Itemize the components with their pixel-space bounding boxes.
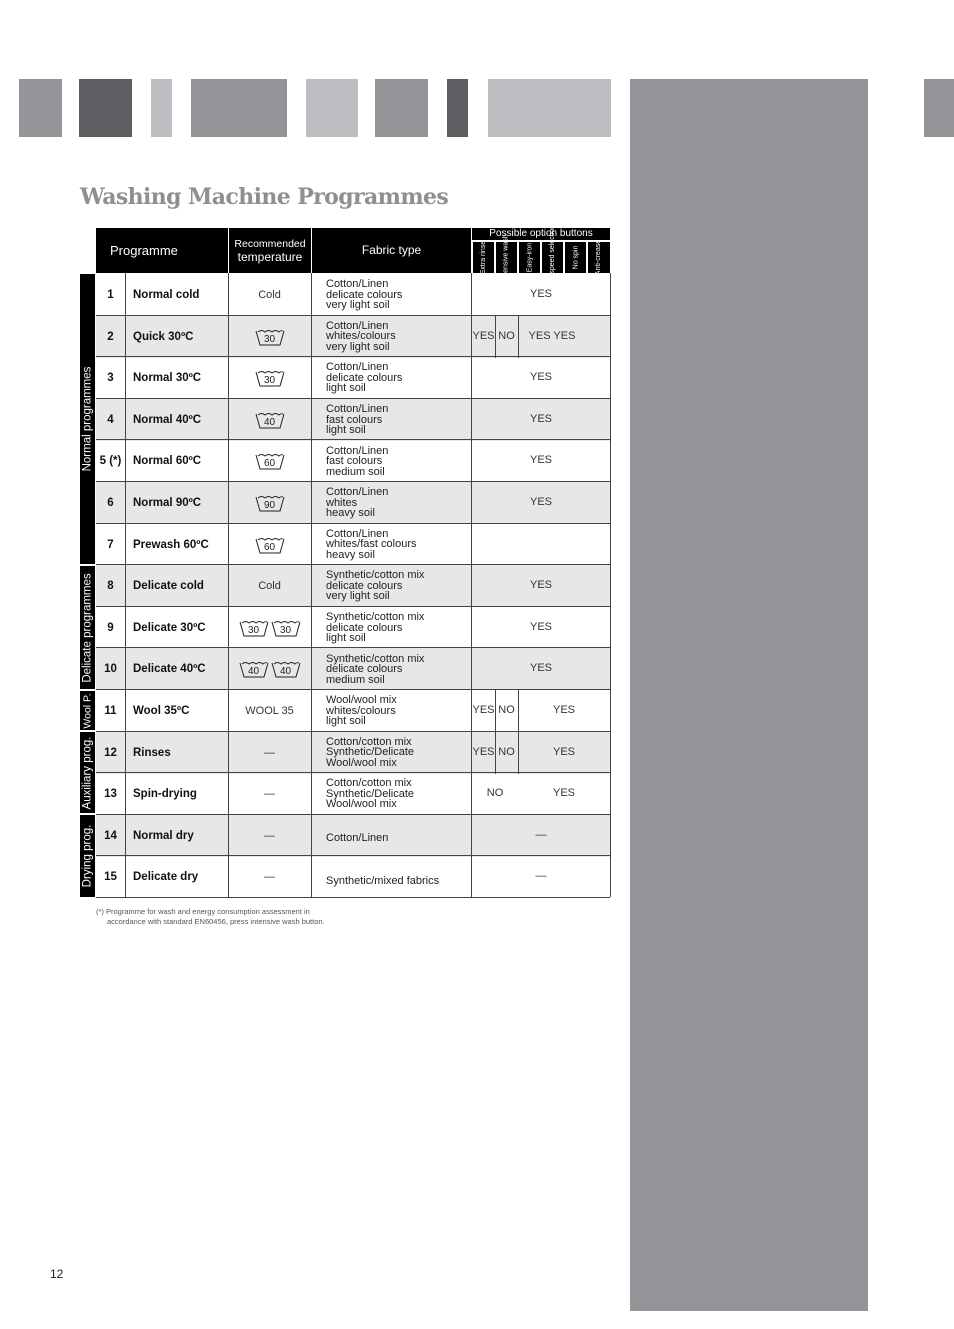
row-divider <box>96 897 610 898</box>
decor-block <box>306 79 358 137</box>
wash-icon-group <box>239 660 301 678</box>
fabric-type <box>326 732 471 774</box>
programme-number: 5 (*) <box>99 455 122 468</box>
wash-icon-group <box>239 619 301 637</box>
fabric-line: Cotton/Linen <box>326 444 389 457</box>
table-line <box>471 273 472 897</box>
page-title: Washing Machine Programmes <box>80 184 449 210</box>
table-row <box>96 815 610 857</box>
fabric-line: Wool/wool mix <box>326 694 397 707</box>
table-row <box>96 482 610 524</box>
fabric-type <box>326 856 471 898</box>
fabric-line: Synthetic/Delicate <box>326 746 415 759</box>
option-divider <box>495 316 496 358</box>
fabric-line: Wool/wool mix <box>326 756 397 769</box>
option-divider <box>495 732 496 774</box>
fabric-line: Cotton/cotton mix <box>326 735 412 748</box>
table-line <box>311 273 312 897</box>
programme-number: 7 <box>107 538 114 551</box>
option-value: YES <box>529 662 552 675</box>
fabric-type <box>326 815 471 857</box>
programme-name: Normal cold <box>133 289 200 301</box>
option-header-spin-speed: Spin-speed selection <box>542 242 563 273</box>
option-values <box>472 607 610 649</box>
header-temp-line2: temperature <box>237 249 303 264</box>
footnote <box>96 907 325 927</box>
fabric-line: delicate colours <box>326 288 403 301</box>
table-row <box>96 648 610 690</box>
fabric-line: light soil <box>326 632 366 645</box>
option-value: YES <box>529 579 552 592</box>
decor-block <box>19 79 62 137</box>
decor-block <box>924 79 954 137</box>
fabric-line: light soil <box>326 424 366 437</box>
recommended-temperature <box>228 440 311 482</box>
fabric-line: Synthetic/Delicate <box>326 787 415 800</box>
fabric-line: medium soil <box>326 465 385 478</box>
fabric-line: light soil <box>326 715 366 728</box>
option-values <box>472 815 610 857</box>
fabric-line: whites/colours <box>326 704 396 717</box>
table-row <box>96 316 610 358</box>
header-programme-label: Programme <box>110 243 178 258</box>
option-value: YES <box>529 496 552 508</box>
wash-icon-group <box>255 536 285 554</box>
table-row <box>96 440 610 482</box>
programme-name: Delicate 40ºC <box>133 663 206 676</box>
programme-number: 2 <box>107 330 114 343</box>
header-fabric <box>312 228 471 273</box>
programme-number: 1 <box>107 289 114 301</box>
fabric-line: Cotton/Linen <box>326 486 389 499</box>
fabric-line: Wool/wool mix <box>326 798 397 811</box>
footnote-line2: accordance with standard EN60456, press intensive wash button. <box>107 917 325 926</box>
programme-name: Normal 60ºC <box>133 455 202 468</box>
option-header-intensive-wash: Intensive wash <box>496 242 517 273</box>
fabric-line: Cotton/Linen <box>326 319 389 332</box>
header-fabric-label: Fabric type <box>361 243 422 257</box>
fabric-type <box>326 648 471 690</box>
fabric-lines <box>326 487 388 519</box>
fabric-lines <box>326 362 402 394</box>
option-value: YES <box>529 412 552 425</box>
programme-number: 4 <box>107 413 114 426</box>
fabric-line: very light soil <box>326 590 390 603</box>
programme-number: 6 <box>107 497 114 509</box>
option-divider <box>518 316 519 358</box>
wash-icon-group <box>255 328 285 346</box>
recommended-temperature <box>228 648 311 690</box>
decor-block <box>375 79 428 137</box>
table-row <box>96 732 610 774</box>
fabric-type <box>326 690 471 732</box>
fabric-line: whites <box>326 496 358 509</box>
decor-block <box>488 79 611 137</box>
programme-name: Delicate 30ºC <box>133 621 206 634</box>
wash-temperature-icon: 90 <box>255 494 285 512</box>
fabric-lines <box>326 737 414 769</box>
fabric-line: delicate colours <box>326 371 403 384</box>
option-values <box>472 399 610 441</box>
fabric-line: fast colours <box>326 413 383 426</box>
table-row <box>96 274 610 316</box>
table-row <box>96 690 610 732</box>
option-values <box>472 773 610 815</box>
option-divider <box>495 690 496 732</box>
table-row <box>96 565 610 607</box>
recommended-temperature <box>228 316 311 358</box>
programme-number: 10 <box>104 663 117 676</box>
recommended-temperature <box>228 607 311 649</box>
recommended-temperature: Cold <box>258 580 281 593</box>
option-values <box>472 856 610 898</box>
option-values <box>472 274 610 316</box>
table-row <box>96 856 610 898</box>
fabric-type <box>326 357 471 399</box>
programme-name: Normal 90ºC <box>133 497 202 509</box>
fabric-lines <box>326 279 402 311</box>
recommended-temperature: Cold <box>258 289 281 301</box>
recommended-temperature <box>228 357 311 399</box>
option-value: YES <box>529 371 552 384</box>
table-line <box>125 273 126 897</box>
recommended-temperature <box>228 399 311 441</box>
fabric-line: very light soil <box>326 299 390 312</box>
fabric-line: Cotton/cotton mix <box>326 777 412 790</box>
option-value: — <box>535 828 547 841</box>
fabric-line: Synthetic/mixed fabrics <box>326 875 440 888</box>
group-auxiliary: Auxiliary prog. <box>80 732 95 813</box>
wash-temperature-icon: 30 <box>255 369 285 387</box>
fabric-line: Synthetic/cotton mix <box>326 569 425 582</box>
programme-name: Delicate dry <box>133 871 199 884</box>
header-temp-line1: Recommended <box>234 237 306 250</box>
fabric-lines <box>326 321 396 353</box>
fabric-line: delicate colours <box>326 663 403 676</box>
table-row <box>96 357 610 399</box>
group-wool: Wool P. <box>81 692 94 729</box>
option-divider <box>518 732 519 774</box>
fabric-line: Cotton/Linen <box>326 527 389 540</box>
option-values <box>472 565 610 607</box>
fabric-line: Synthetic/cotton mix <box>326 652 425 665</box>
wash-icon-group <box>255 411 285 429</box>
option-header-no-spin: No spin <box>565 242 586 273</box>
recommended-temperature: — <box>264 746 275 759</box>
decor-block <box>151 79 172 137</box>
wash-icon-group <box>255 494 285 512</box>
wash-temperature-icon: 40 <box>255 411 285 429</box>
recommended-temperature: — <box>264 788 275 801</box>
programme-name: Normal 40ºC <box>133 413 202 426</box>
option-value: YES <box>529 620 552 633</box>
fabric-line: delicate colours <box>326 579 403 592</box>
side-panel <box>630 79 868 1311</box>
wash-temperature-icon: 60 <box>255 452 285 470</box>
option-header-easy-iron: Easy-iron <box>519 242 540 273</box>
option-values <box>472 357 610 399</box>
option-header-anti-crease: Anti-crease <box>588 242 610 273</box>
decor-block <box>447 79 468 137</box>
wash-temperature-icon: 30 <box>255 328 285 346</box>
fabric-lines <box>326 778 414 810</box>
fabric-line: medium soil <box>326 673 385 686</box>
fabric-line: whites/colours <box>326 330 396 343</box>
programme-number: 14 <box>104 829 117 842</box>
option-value: NO <box>486 787 504 800</box>
header-temperature <box>229 228 311 273</box>
fabric-type <box>326 274 471 316</box>
table-row <box>96 399 610 441</box>
option-value: NO <box>498 704 515 716</box>
fabric-type <box>326 482 471 524</box>
programme-name: Rinses <box>133 746 171 759</box>
option-values <box>472 524 610 566</box>
option-value: NO <box>498 745 515 758</box>
option-divider <box>518 690 519 732</box>
fabric-line: heavy soil <box>326 507 375 520</box>
option-values <box>472 440 610 482</box>
fabric-line: delicate colours <box>326 621 403 634</box>
option-values <box>472 316 610 358</box>
fabric-lines <box>326 446 388 478</box>
recommended-temperature <box>228 524 311 566</box>
fabric-line: Cotton/Linen <box>326 278 389 291</box>
programme-name: Wool 35ºC <box>133 705 190 717</box>
option-values <box>472 732 610 774</box>
programme-name: Prewash 60ºC <box>133 538 209 551</box>
programme-name: Quick 30ºC <box>133 330 194 343</box>
fabric-lines <box>326 654 424 686</box>
fabric-type <box>326 607 471 649</box>
group-delicate: Delicate programmes <box>80 566 95 689</box>
fabric-type <box>326 773 471 815</box>
option-value: YES <box>529 288 552 300</box>
programme-number: 9 <box>107 621 114 634</box>
wash-temperature-icon: 60 <box>255 536 285 554</box>
fabric-line: Cotton/Linen <box>326 831 389 844</box>
programme-name: Spin-drying <box>133 788 197 801</box>
table-row <box>96 607 610 649</box>
option-values <box>472 690 610 732</box>
option-value: — <box>535 870 547 883</box>
option-value: YES <box>472 329 495 342</box>
programme-number: 11 <box>104 705 117 717</box>
option-value: NO <box>498 329 515 342</box>
option-value: YES <box>552 787 575 800</box>
decor-block <box>79 79 132 137</box>
recommended-temperature: WOOL 35 <box>245 705 294 717</box>
option-values <box>472 648 610 690</box>
group-normal: Normal programmes <box>80 274 95 564</box>
fabric-line: light soil <box>326 382 366 395</box>
option-value: YES <box>472 704 495 716</box>
table-row <box>96 773 610 815</box>
recommended-temperature: — <box>264 871 275 884</box>
option-value: YES YES <box>528 329 576 342</box>
fabric-type <box>326 399 471 441</box>
programme-number: 15 <box>104 871 117 884</box>
decor-block <box>191 79 287 137</box>
fabric-type <box>326 524 471 566</box>
fabric-lines <box>326 612 424 644</box>
wash-temperature-icon: 30 <box>271 619 301 637</box>
recommended-temperature <box>228 482 311 524</box>
option-value: YES <box>552 745 575 758</box>
programme-number: 13 <box>104 788 117 801</box>
option-values <box>472 482 610 524</box>
fabric-type <box>326 440 471 482</box>
table-line <box>228 273 229 897</box>
programme-name: Delicate cold <box>133 580 204 593</box>
fabric-line: Cotton/Linen <box>326 403 389 416</box>
programme-number: 8 <box>107 580 114 593</box>
programme-number: 12 <box>104 746 117 759</box>
table-row <box>96 524 610 566</box>
header-options-title: Possible option buttons <box>472 228 610 240</box>
fabric-lines <box>326 695 397 727</box>
option-value: YES <box>472 745 495 758</box>
wash-temperature-icon: 40 <box>239 660 269 678</box>
programme-name: Normal 30ºC <box>133 372 202 385</box>
option-value: YES <box>552 704 575 716</box>
fabric-line: Synthetic/cotton mix <box>326 611 425 624</box>
fabric-lines <box>326 833 388 844</box>
fabric-type <box>326 565 471 607</box>
table-line <box>610 273 611 897</box>
fabric-line: fast colours <box>326 455 383 468</box>
fabric-line: very light soil <box>326 340 390 353</box>
fabric-type <box>326 316 471 358</box>
group-drying: Drying prog. <box>80 815 95 897</box>
fabric-lines <box>326 876 439 887</box>
footnote-line1: (*) Programme for wash and energy consumption assessment in <box>96 907 310 916</box>
fabric-line: whites/fast colours <box>326 538 417 551</box>
header-programme <box>96 228 228 273</box>
programme-number: 3 <box>107 372 114 385</box>
fabric-line: heavy soil <box>326 548 375 561</box>
wash-temperature-icon: 40 <box>271 660 301 678</box>
fabric-lines <box>326 529 416 561</box>
option-value: YES <box>529 454 552 467</box>
fabric-line: Cotton/Linen <box>326 361 389 374</box>
page-number: 12 <box>50 1267 64 1281</box>
wash-icon-group <box>255 452 285 470</box>
wash-temperature-icon: 30 <box>239 619 269 637</box>
option-header-extra-rinse: Extra rinse <box>473 242 494 273</box>
fabric-lines <box>326 404 388 436</box>
programme-name: Normal dry <box>133 829 194 842</box>
recommended-temperature: — <box>264 829 275 842</box>
wash-icon-group <box>255 369 285 387</box>
fabric-lines <box>326 570 424 602</box>
